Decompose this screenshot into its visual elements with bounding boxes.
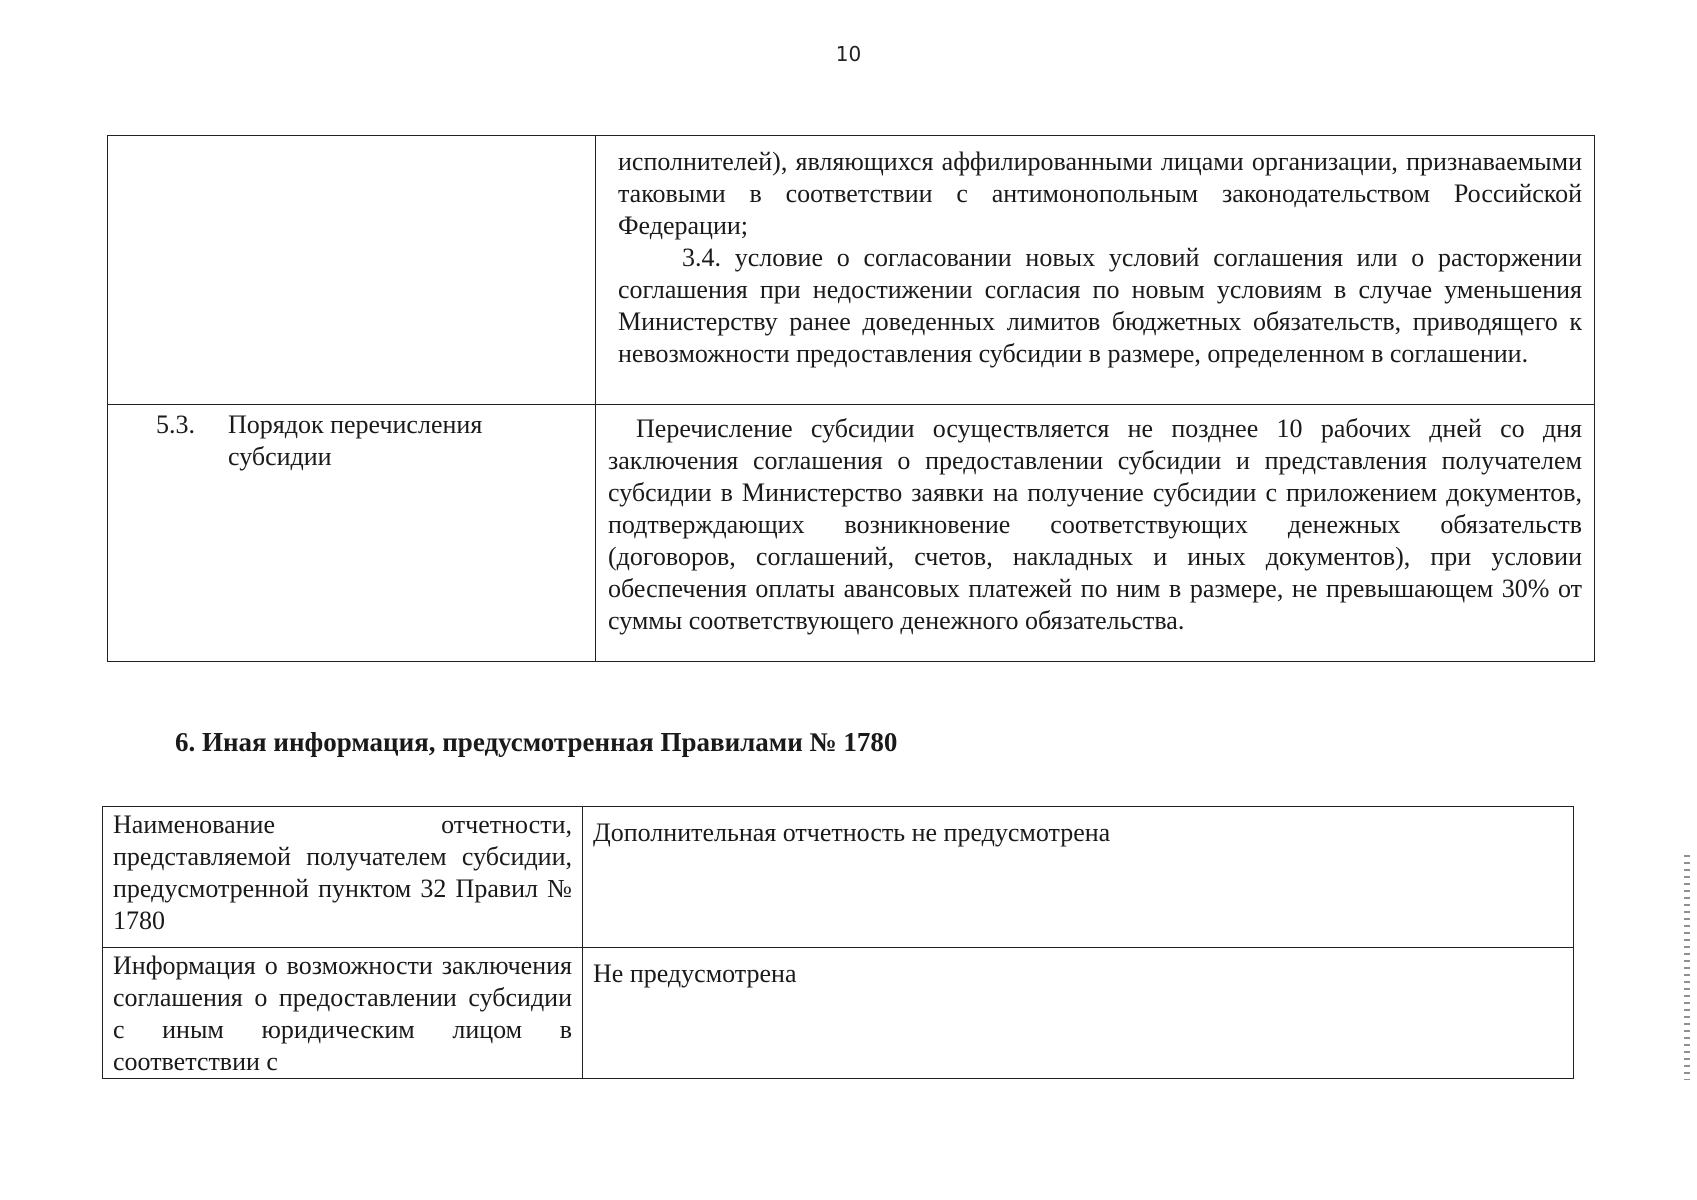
table-row: [103, 948, 1574, 1079]
cell-agreement-label: [103, 948, 583, 1079]
scan-edge-marks: [1684, 855, 1690, 1080]
paragraph-3-4: 3.4. условие о согласовании новых условий соглашения или о расторжении соглашения при недостижении согласия по новым условиям в случае уменьшения Министерству ранее доведенных лимитов бюджетных обязательств, приводящего к невозможности предоставления субсидии в размере, определенном в соглашении.: [618, 243, 1582, 368]
agreement-label: Информация о возможности заключения соглашения о предоставлении субсидии с иным юридическим лицом в соответствии с: [113, 951, 572, 1076]
table-row: [108, 136, 1595, 405]
cell-section-label: [108, 405, 596, 662]
agreement-value: Не предусмотрена: [593, 959, 797, 988]
empty-cell: [108, 136, 596, 405]
cell-reporting-label: [103, 807, 583, 948]
paragraph-transfer: Перечисление субсидии осуществляется не позднее 10 рабочих дней со дня заключения соглашения о предоставлении субсидии и представления получателем субсидии в Министерство заявки на получение субсидии с приложением документов, подтверждающих возникновение соответствующих денежных обязательств (договоров, соглашений, счетов, накладных и иных документов), при условии обеспечения оплаты авансовых платежей по ним в размере, не превышающем 30% от суммы соответствующего денежного обязательства.: [608, 414, 1582, 635]
reporting-label: Наименование отчетности, представляемой получателем субсидии, предусмотренной пунктом 32 Правил № 1780: [113, 810, 572, 935]
paragraph-affiliated: исполнителей), являющихся аффилированными лицами организации, признаваемыми таковыми в соответствии с антимонопольным законодательством Российской Федерации;: [618, 147, 1582, 240]
section-label: Порядок перечисления субсидии: [228, 410, 483, 471]
section-number: 5.3.: [156, 410, 195, 439]
table-row: [103, 807, 1574, 948]
cell-continued-text: [596, 136, 1595, 405]
other-info-table: [102, 806, 1574, 1079]
conditions-table: [107, 135, 1595, 662]
cell-transfer-procedure: [596, 405, 1595, 662]
table-row: [108, 405, 1595, 662]
cell-reporting-value: [583, 807, 1574, 948]
cell-agreement-value: [583, 948, 1574, 1079]
reporting-value: Дополнительная отчетность не предусмотрена: [593, 818, 1111, 847]
section-heading: 6. Иная информация, предусмотренная Правилами № 1780: [175, 727, 898, 757]
page-number: 10: [835, 42, 862, 66]
